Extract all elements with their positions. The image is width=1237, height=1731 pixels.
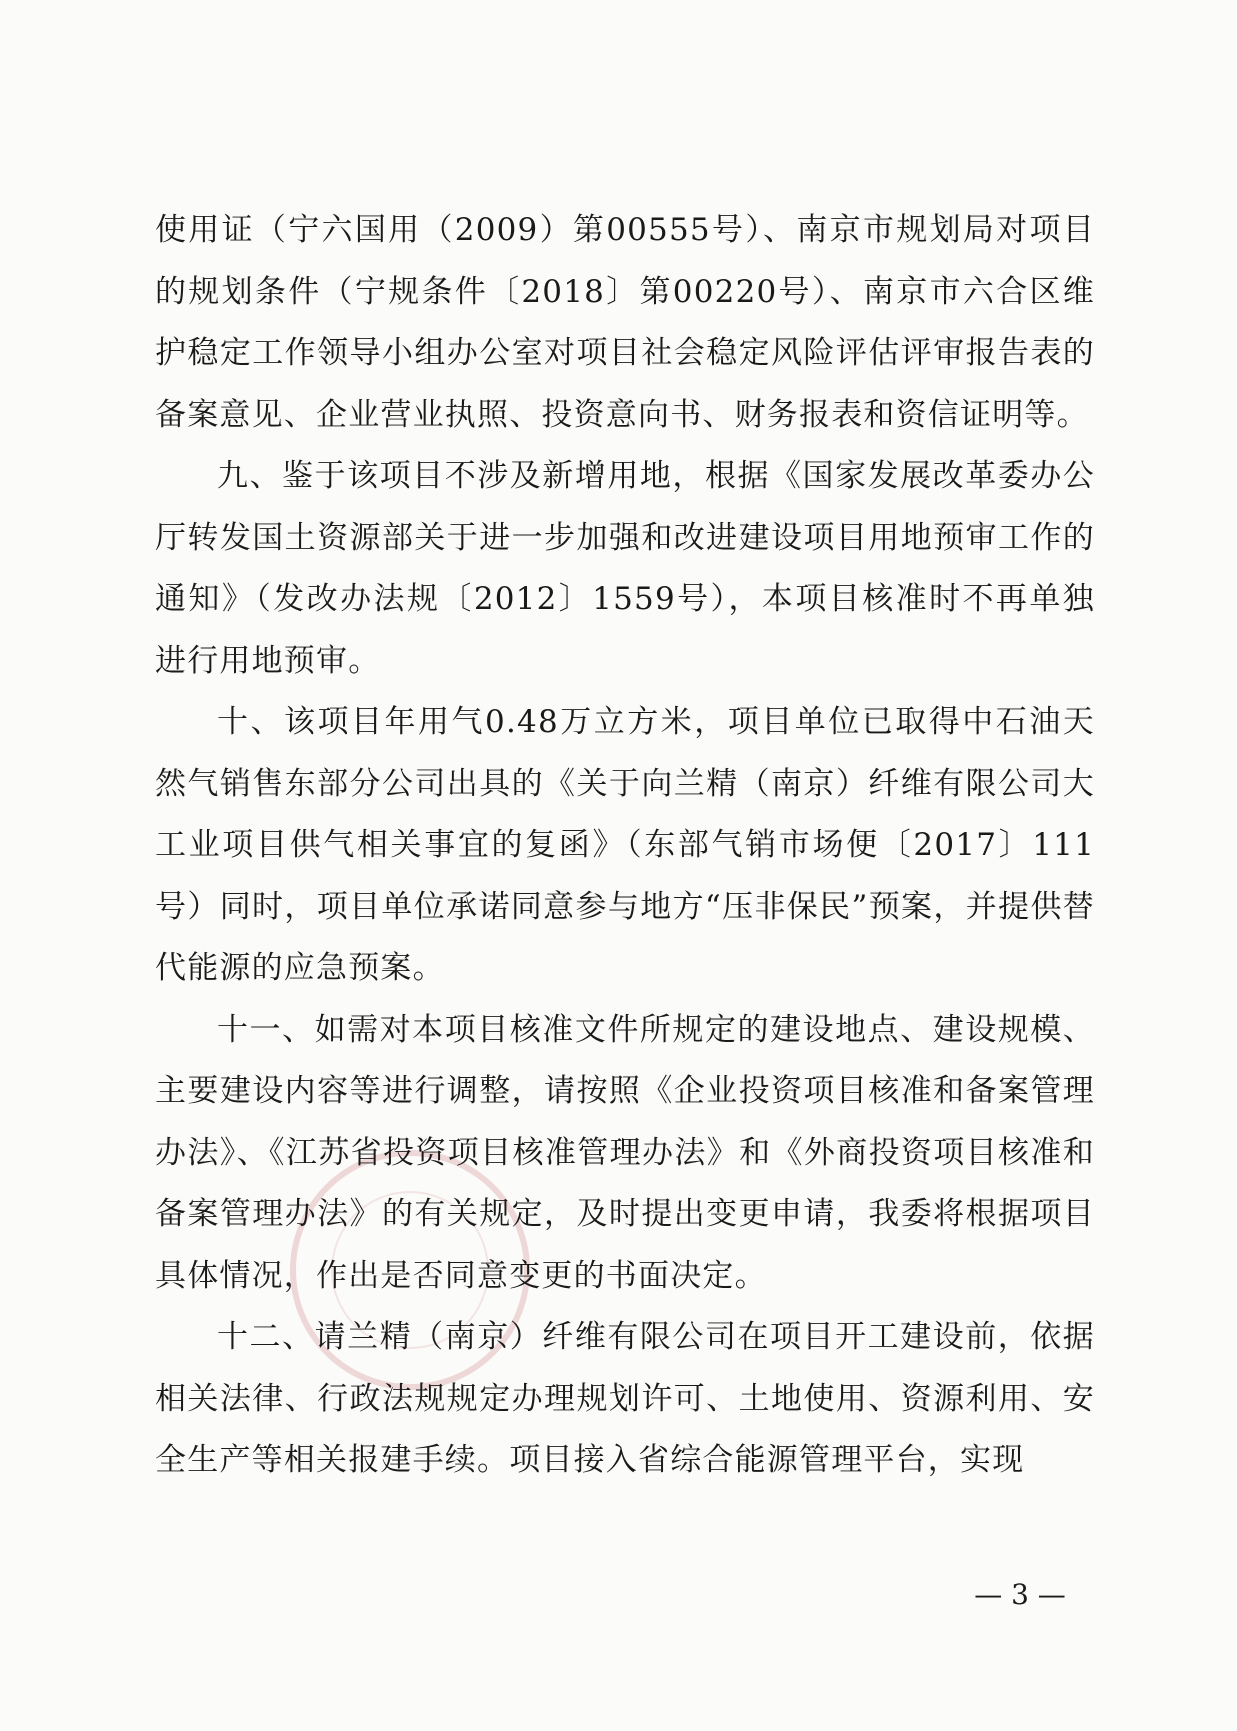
- paragraph-item-10: 十、该项目年用气0.48万立方米，项目单位已取得中石油天然气销售东部分公司出具的《关于向兰精（南京）纤维有限公司大工业项目供气相关事宜的复函》（东部气销市场便〔2017〕111号）同时，项目单位承诺同意参与地方“压非保民”预案，并提供替代能源的应急预案。: [155, 704, 1095, 986]
- page-number: — 3 —: [974, 1578, 1066, 1611]
- paragraph-item-9: 九、鉴于该项目不涉及新增用地，根据《国家发展改革委办公厅转发国土资源部关于进一步加强和改进建设项目用地预审工作的通知》（发改办法规〔2012〕1559号），本项目核准时不再单独进行用地预审。: [155, 458, 1095, 679]
- paragraph-continued: 使用证（宁六国用（2009）第00555号）、南京市规划局对项目的规划条件（宁规条件〔2018〕第00220号）、南京市六合区维护稳定工作领导小组办公室对项目社会稳定风险评估评审报告表的备案意见、企业营业执照、投资意向书、财务报表和资信证明等。: [155, 212, 1095, 433]
- paragraph-item-11: 十一、如需对本项目核准文件所规定的建设地点、建设规模、主要建设内容等进行调整，请按照《企业投资项目核准和备案管理办法》、《江苏省投资项目核准管理办法》和《外商投资项目核准和备案管理办法》的有关规定，及时提出变更申请，我委将根据项目具体情况，作出是否同意变更的书面决定。: [155, 1011, 1095, 1294]
- paragraph-item-12: 十二、请兰精（南京）纤维有限公司在项目开工建设前，依据相关法律、行政法规规定办理规划许可、土地使用、资源利用、安全生产等相关报建手续。项目接入省综合能源管理平台，实现: [155, 1319, 1095, 1478]
- document-body: [155, 200, 1095, 1492]
